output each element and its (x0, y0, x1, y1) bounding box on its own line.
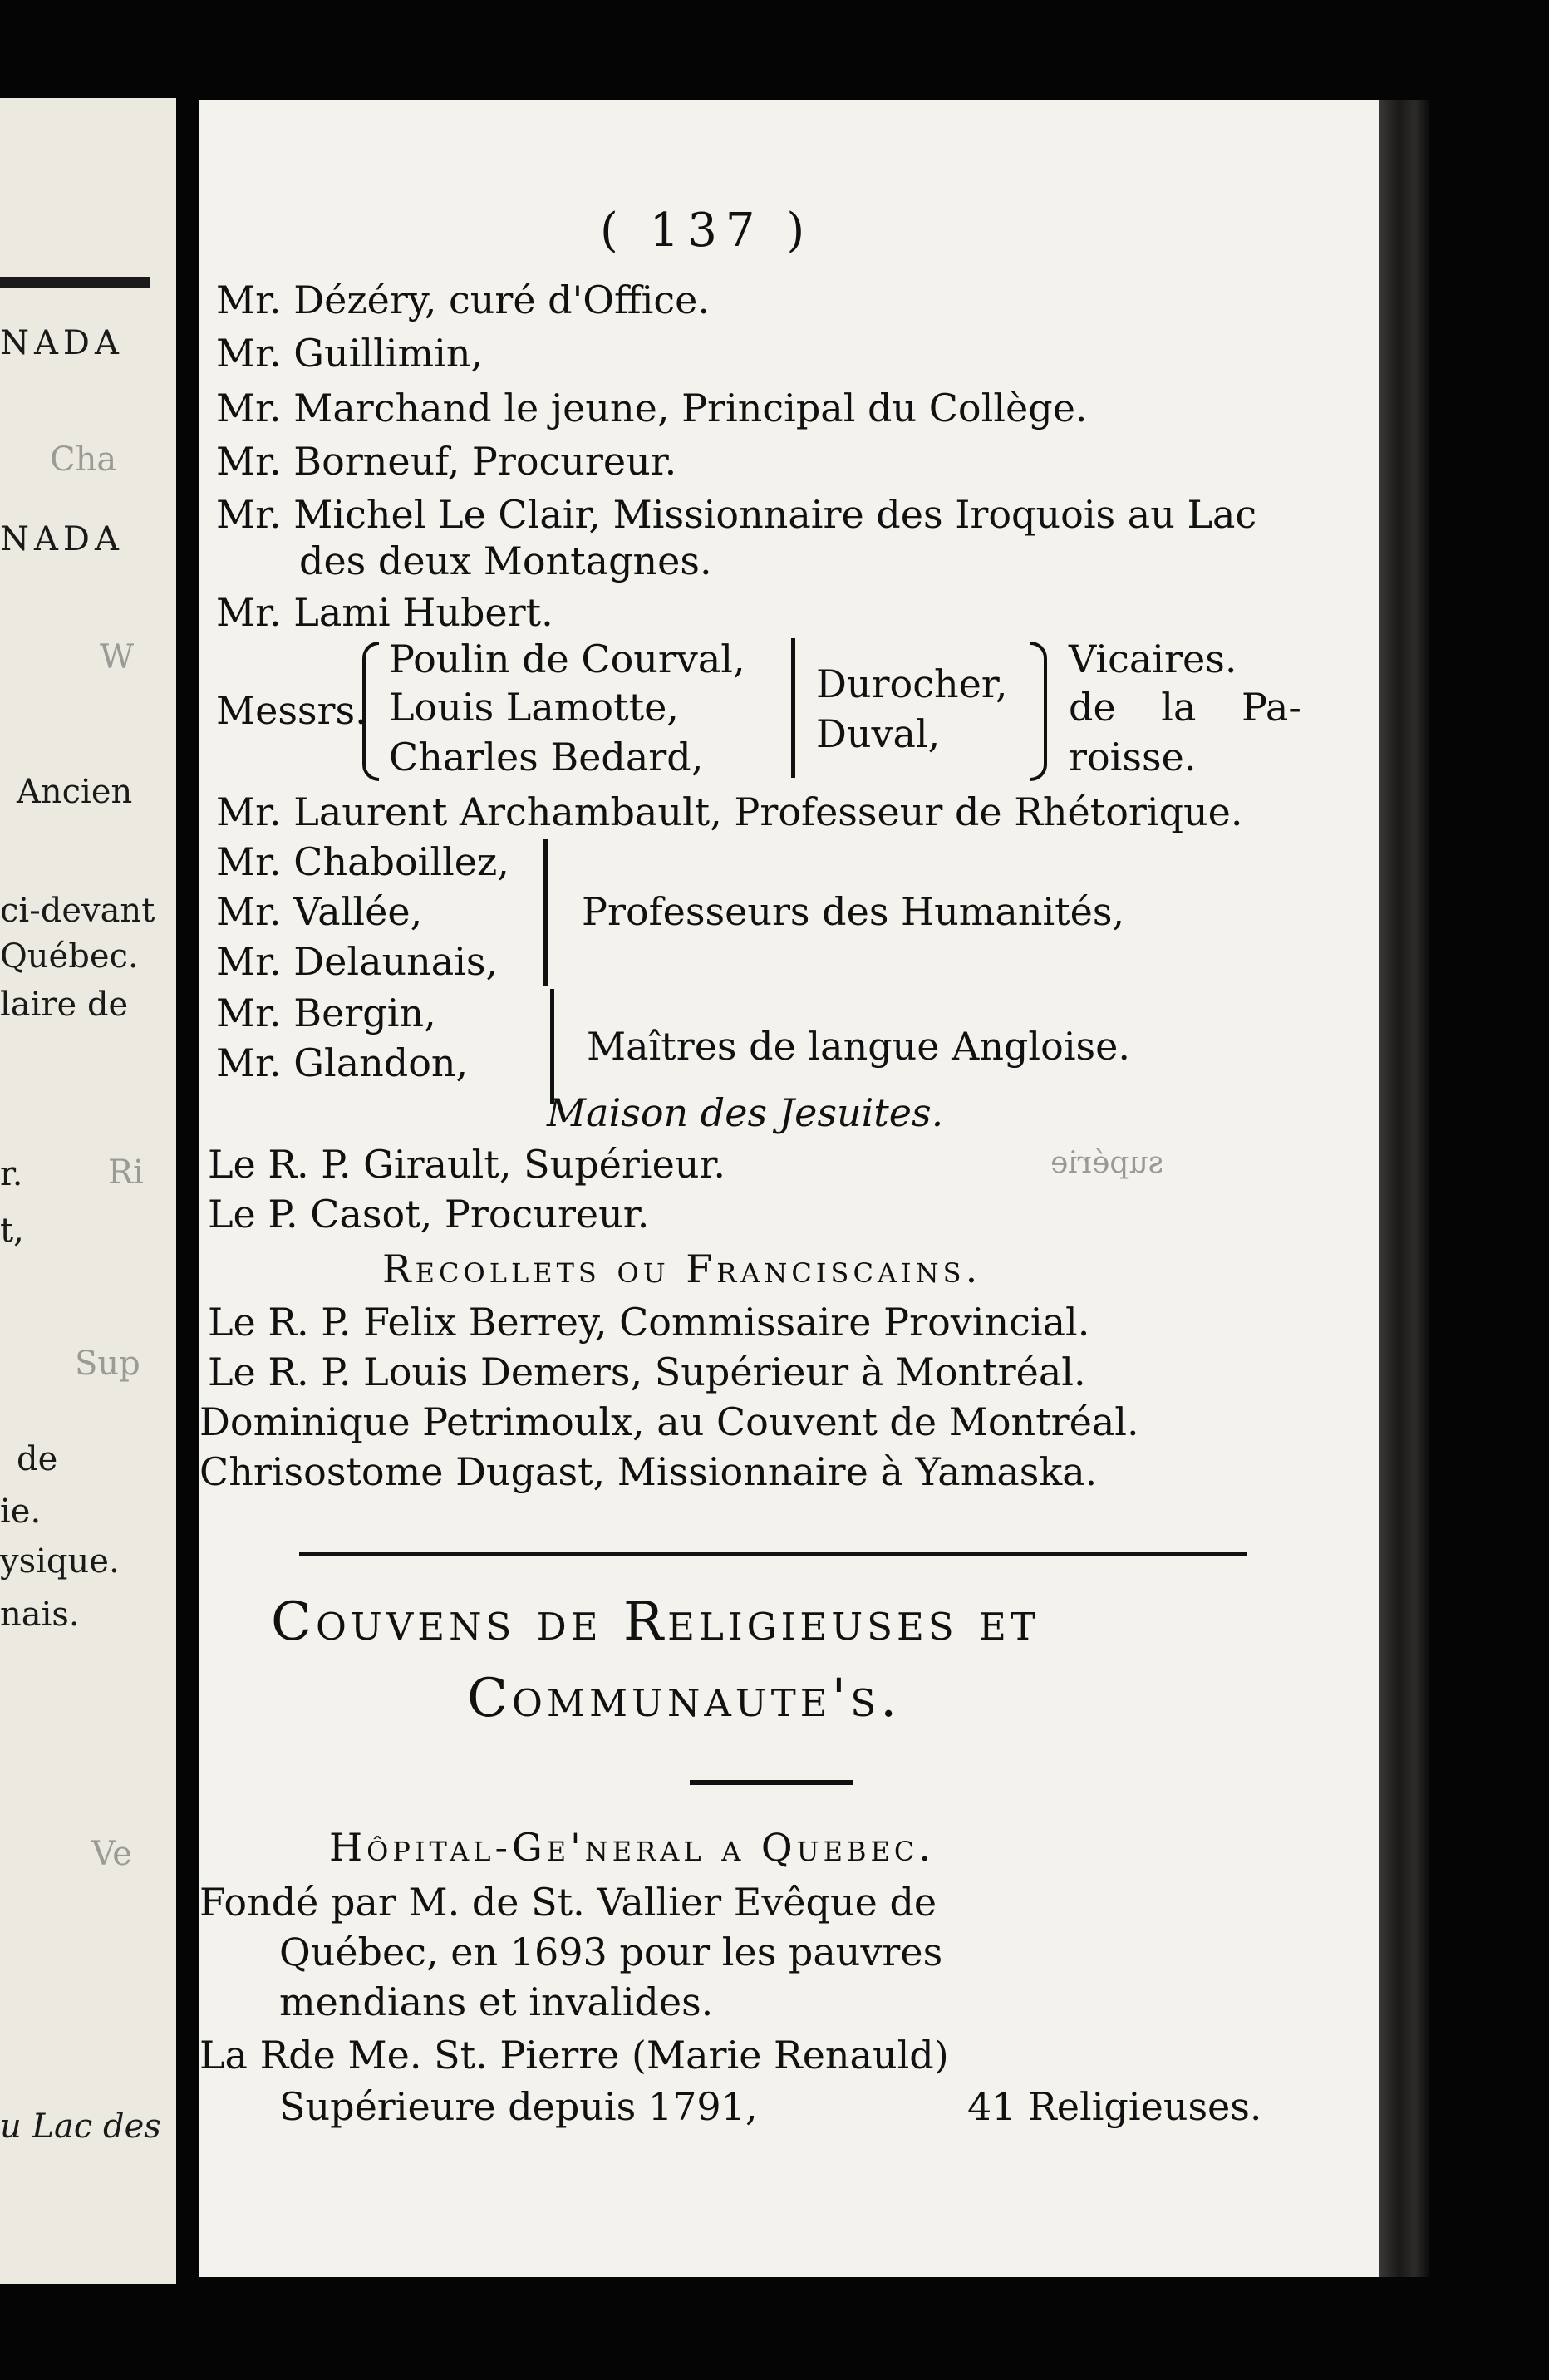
group-name: Louis Lamotte, (389, 685, 679, 730)
text-line: des deux Montagnes. (299, 538, 712, 583)
column-rule (543, 839, 548, 986)
show-through-text: supérie (1050, 1146, 1164, 1180)
column-rule (550, 989, 554, 1104)
group-name: Mr. Bergin, (216, 991, 436, 1035)
facing-faded-fragment: Cha (50, 440, 117, 479)
section-heading: Maison des Jesuites. (547, 1090, 944, 1135)
facing-fragment: de (17, 1440, 58, 1478)
group-name: Mr. Vallée, (216, 889, 423, 934)
section-title: Communaute's. (467, 1668, 902, 1729)
text-line: Chrisostome Dugast, Missionnaire à Yamaska. (199, 1449, 1098, 1494)
section-divider (299, 1552, 1247, 1556)
vicar-name: Durocher, (816, 661, 1008, 706)
facing-fragment: nais. (0, 1596, 80, 1634)
text-line: Mr. Borneuf, Procureur. (216, 439, 677, 484)
short-divider (690, 1780, 853, 1785)
text-line: Le R. P. Felix Berrey, Commissaire Provincial. (208, 1300, 1090, 1345)
facing-page (0, 98, 176, 2284)
facing-page-rule (0, 277, 150, 288)
text-line: Le R. P. Louis Demers, Supérieur à Montréal. (208, 1350, 1086, 1394)
text-line: Fondé par M. de St. Vallier Evêque de (199, 1880, 937, 1925)
group-role: Maîtres de langue Angloise. (587, 1024, 1130, 1069)
text-line: Le R. P. Girault, Supérieur. (208, 1142, 725, 1187)
facing-fragment: u Lac des (0, 2107, 161, 2146)
text-line: Mr. Michel Le Clair, Missionnaire des Iroquois au Lac (216, 492, 1257, 537)
group-name: Mr. Glandon, (216, 1040, 469, 1085)
book-gutter (176, 91, 201, 2294)
facing-fragment: NADA (0, 520, 124, 558)
facing-fragment: ysique. (0, 1542, 120, 1581)
facing-fragment: r. (0, 1155, 23, 1193)
text-line: Mr. Dézéry, curé d'Office. (216, 278, 710, 322)
facing-fragment: NADA (0, 324, 124, 362)
text-line: Québec, en 1693 pour les pauvres (279, 1930, 943, 1974)
group-name: Mr. Delaunais, (216, 939, 499, 984)
facing-fragment: ci-devant (0, 892, 155, 930)
column-rule (791, 638, 795, 778)
text-line: Supérieure depuis 1791, (279, 2084, 758, 2129)
facing-faded-fragment: Sup (75, 1345, 140, 1383)
page-edge (1379, 100, 1429, 2277)
vicar-role: de la Pa- (1069, 685, 1301, 730)
right-brace (1030, 642, 1047, 781)
text-line: Mr. Lami Hubert. (216, 590, 553, 635)
text-line: Le P. Casot, Procureur. (208, 1192, 650, 1237)
facing-fragment: ie. (0, 1492, 42, 1531)
facing-fragment: laire de (0, 986, 129, 1024)
section-heading: Hôpital-Ge'neral a Quebec. (329, 1825, 935, 1870)
group-name: Charles Bedard, (389, 735, 704, 779)
section-heading: Recollets ou Franciscains. (382, 1247, 982, 1291)
text-line: Mr. Marchand le jeune, Principal du Collège. (216, 386, 1088, 430)
page-number: ( 137 ) (600, 204, 814, 258)
facing-faded-fragment: Ve (91, 1835, 132, 1873)
text-line: mendians et invalides. (279, 1979, 714, 2024)
facing-faded-fragment: W (100, 638, 135, 676)
group-role: Professeurs des Humanités, (582, 889, 1125, 934)
book-page (199, 100, 1379, 2277)
facing-fragment: t, (0, 1212, 24, 1250)
section-title: Couvens de Religieuses et (271, 1591, 1040, 1653)
messrs-label: Messrs. (216, 688, 367, 733)
group-name: Mr. Chaboillez, (216, 839, 509, 884)
text-line: Mr. Guillimin, (216, 331, 484, 376)
facing-faded-fragment: Ri (108, 1153, 144, 1192)
facing-fragment: Québec. (0, 937, 139, 976)
facing-fragment: Ancien (17, 773, 133, 811)
text-line: La Rde Me. St. Pierre (Marie Renauld) (199, 2033, 949, 2078)
text-line: Mr. Laurent Archambault, Professeur de Rhétorique. (216, 789, 1243, 834)
vicar-role: Vicaires. (1069, 637, 1237, 681)
vicar-name: Duval, (816, 711, 941, 756)
left-brace (362, 642, 379, 781)
text-line: Dominique Petrimoulx, au Couvent de Montréal. (199, 1399, 1139, 1444)
group-name: Poulin de Courval, (389, 637, 745, 681)
vicar-role: roisse. (1069, 735, 1197, 779)
text-line: 41 Religieuses. (967, 2084, 1262, 2129)
